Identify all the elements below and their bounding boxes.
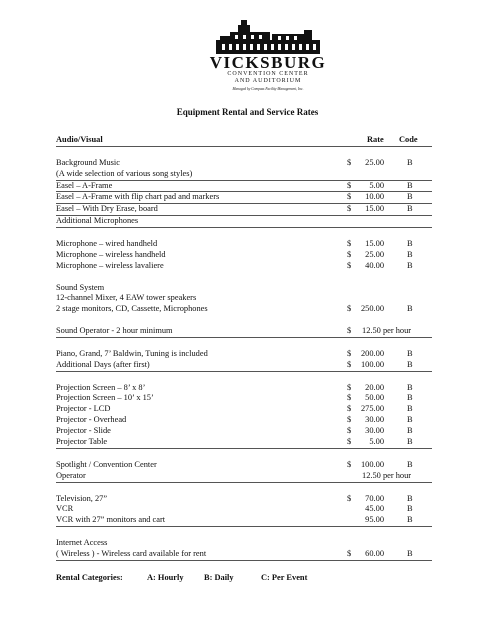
rate-code: B <box>407 204 413 214</box>
rate-code: B <box>407 393 413 403</box>
table-row <box>56 437 432 449</box>
item-description: Projector Table <box>56 437 108 447</box>
item-description: Spotlight / Convention Center <box>56 459 157 469</box>
table-row <box>56 549 432 561</box>
item-description: 2 stage monitors, CD, Cassette, Microphones <box>56 304 208 314</box>
table-row <box>56 349 432 360</box>
spacer <box>56 315 432 326</box>
table-row <box>56 204 432 216</box>
table-row <box>56 250 432 261</box>
item-description: Projector - Overhead <box>56 415 127 425</box>
item-description: Background Music <box>56 157 120 167</box>
rate-code: B <box>407 548 413 558</box>
item-description: Microphone – wireless handheld <box>56 249 166 259</box>
table-row <box>56 515 432 527</box>
item-description: Projector - LCD <box>56 404 111 414</box>
item-description: Projection Screen – 10’ x 15’ <box>56 393 154 403</box>
category-a: A: Hourly <box>147 573 184 582</box>
rate-amount: 70.00 <box>365 493 384 503</box>
item-description: Projector - Slide <box>56 426 111 436</box>
category-c: C: Per Event <box>261 573 308 582</box>
table-row <box>56 471 432 483</box>
item-description: Projection Screen – 8’ x 8’ <box>56 382 146 392</box>
item-description: Additional Microphones <box>56 216 139 226</box>
rate-amount: 50.00 <box>365 393 384 403</box>
table-row <box>56 460 432 471</box>
table-row <box>56 192 432 204</box>
rate-code: B <box>407 459 413 469</box>
item-description: ( Wireless ) - Wireless card available for rent <box>56 548 207 558</box>
currency-symbol: $ <box>347 493 352 503</box>
table-row <box>56 304 432 315</box>
logo <box>208 20 328 56</box>
currency-symbol: $ <box>347 239 352 249</box>
item-description: Operator <box>56 470 86 480</box>
brand-line1: CONVENTION CENTER <box>227 71 309 77</box>
item-description: VCR <box>56 504 74 514</box>
brand-name: VICKSBURG <box>209 53 327 72</box>
item-description: (A wide selection of various song styles) <box>56 168 193 178</box>
item-description: Television, 27” <box>56 493 108 503</box>
item-description: Additional Days (after first) <box>56 359 150 369</box>
brand-line2: AND AUDITORIUM <box>234 78 302 84</box>
hourly-rate: 12.50 per hour <box>362 470 412 480</box>
rate-code: B <box>407 180 413 190</box>
rate-code: B <box>407 504 413 514</box>
building-logo-icon <box>208 20 328 56</box>
table-row <box>56 216 432 228</box>
currency-symbol: $ <box>347 548 352 558</box>
rate-amount: 15.00 <box>365 239 384 249</box>
spacer <box>56 449 432 460</box>
rate-code: B <box>407 359 413 369</box>
table-row <box>56 293 432 304</box>
rate-amount: 30.00 <box>365 415 384 425</box>
currency-symbol: $ <box>347 437 352 447</box>
table-row <box>56 404 432 415</box>
categories-label: Rental Categories: <box>56 573 123 582</box>
item-description: Microphone – wired handheld <box>56 239 158 249</box>
spacer <box>56 272 432 283</box>
item-description: Sound System <box>56 282 105 292</box>
spacer <box>56 483 432 494</box>
table-row <box>56 415 432 426</box>
currency-symbol: $ <box>347 382 352 392</box>
rate-column-header: Rate <box>367 135 384 144</box>
rate-amount: 200.00 <box>360 348 384 358</box>
code-column-header: Code <box>399 135 418 144</box>
rate-amount: 40.00 <box>365 260 384 270</box>
item-description: VCR with 27” monitors and cart <box>56 515 166 525</box>
rate-code: B <box>407 404 413 414</box>
table-row <box>56 426 432 437</box>
table-body <box>56 158 432 561</box>
table-row <box>56 504 432 515</box>
table-row <box>56 169 432 181</box>
currency-symbol: $ <box>347 393 352 403</box>
rate-amount: 60.00 <box>365 548 384 558</box>
table-row <box>56 393 432 404</box>
table-row <box>56 158 432 169</box>
rate-code: B <box>407 426 413 436</box>
section-heading: Audio/Visual <box>56 135 103 144</box>
currency-symbol: $ <box>347 326 352 336</box>
brand-block <box>208 54 328 92</box>
currency-symbol: $ <box>347 415 352 425</box>
table-row <box>56 239 432 250</box>
rate-code: B <box>407 515 413 525</box>
rate-code: B <box>407 157 413 167</box>
spacer <box>56 147 432 158</box>
item-description: Sound Operator - 2 hour minimum <box>56 326 173 336</box>
rate-code: B <box>407 348 413 358</box>
currency-symbol: $ <box>347 426 352 436</box>
rate-table <box>56 135 432 561</box>
managed-by-text: Managed by Compass Facility Management, Inc. <box>232 87 304 91</box>
table-row <box>56 360 432 372</box>
rate-amount: 5.00 <box>369 437 384 447</box>
table-row <box>56 383 432 394</box>
rate-amount: 25.00 <box>365 157 384 167</box>
item-description: Easel – A-Frame <box>56 180 113 190</box>
rate-code: B <box>407 382 413 392</box>
spacer <box>56 338 432 349</box>
spacer <box>56 527 432 538</box>
hourly-rate: 12.50 per hour <box>362 326 412 336</box>
table-row <box>56 283 432 294</box>
rate-code: B <box>407 493 413 503</box>
spacer <box>56 372 432 383</box>
rate-amount: 5.00 <box>369 180 384 190</box>
table-row <box>56 261 432 272</box>
rate-amount: 15.00 <box>365 204 384 214</box>
currency-symbol: $ <box>347 304 352 314</box>
spacer <box>56 228 432 239</box>
rate-code: B <box>407 304 413 314</box>
rate-amount: 250.00 <box>360 304 384 314</box>
rate-amount: 95.00 <box>365 515 384 525</box>
currency-symbol: $ <box>347 180 352 190</box>
category-b: B: Daily <box>204 573 234 582</box>
currency-symbol: $ <box>347 204 352 214</box>
currency-symbol: $ <box>347 404 352 414</box>
rate-code: B <box>407 415 413 425</box>
currency-symbol: $ <box>347 459 352 469</box>
table-header <box>56 135 432 147</box>
currency-symbol: $ <box>347 260 352 270</box>
rate-amount: 10.00 <box>365 192 384 202</box>
currency-symbol: $ <box>347 157 352 167</box>
item-description: 12-channel Mixer, 4 EAW tower speakers <box>56 293 197 303</box>
rate-amount: 30.00 <box>365 426 384 436</box>
currency-symbol: $ <box>347 192 352 202</box>
item-description: Internet Access <box>56 538 108 548</box>
rate-amount: 100.00 <box>360 359 384 369</box>
table-row <box>56 181 432 193</box>
rate-code: B <box>407 239 413 249</box>
currency-symbol: $ <box>347 249 352 259</box>
item-description: Piano, Grand, 7’ Baldwin, Tuning is included <box>56 348 208 358</box>
table-row <box>56 326 432 338</box>
table-row <box>56 538 432 549</box>
rate-code: B <box>407 249 413 259</box>
rate-code: B <box>407 437 413 447</box>
currency-symbol: $ <box>347 359 352 369</box>
rate-amount: 100.00 <box>360 459 384 469</box>
item-description: Easel – With Dry Erase, board <box>56 204 158 214</box>
currency-symbol: $ <box>347 348 352 358</box>
rate-amount: 275.00 <box>360 404 384 414</box>
table-row <box>56 494 432 505</box>
rate-amount: 25.00 <box>365 249 384 259</box>
rate-amount: 45.00 <box>365 504 384 514</box>
rate-code: B <box>407 260 413 270</box>
item-description: Easel – A-Frame with flip chart pad and markers <box>56 192 220 202</box>
rate-code: B <box>407 192 413 202</box>
item-description: Microphone – wireless lavaliere <box>56 260 164 270</box>
rate-amount: 20.00 <box>365 382 384 392</box>
page-title: Equipment Rental and Service Rates <box>176 107 319 117</box>
